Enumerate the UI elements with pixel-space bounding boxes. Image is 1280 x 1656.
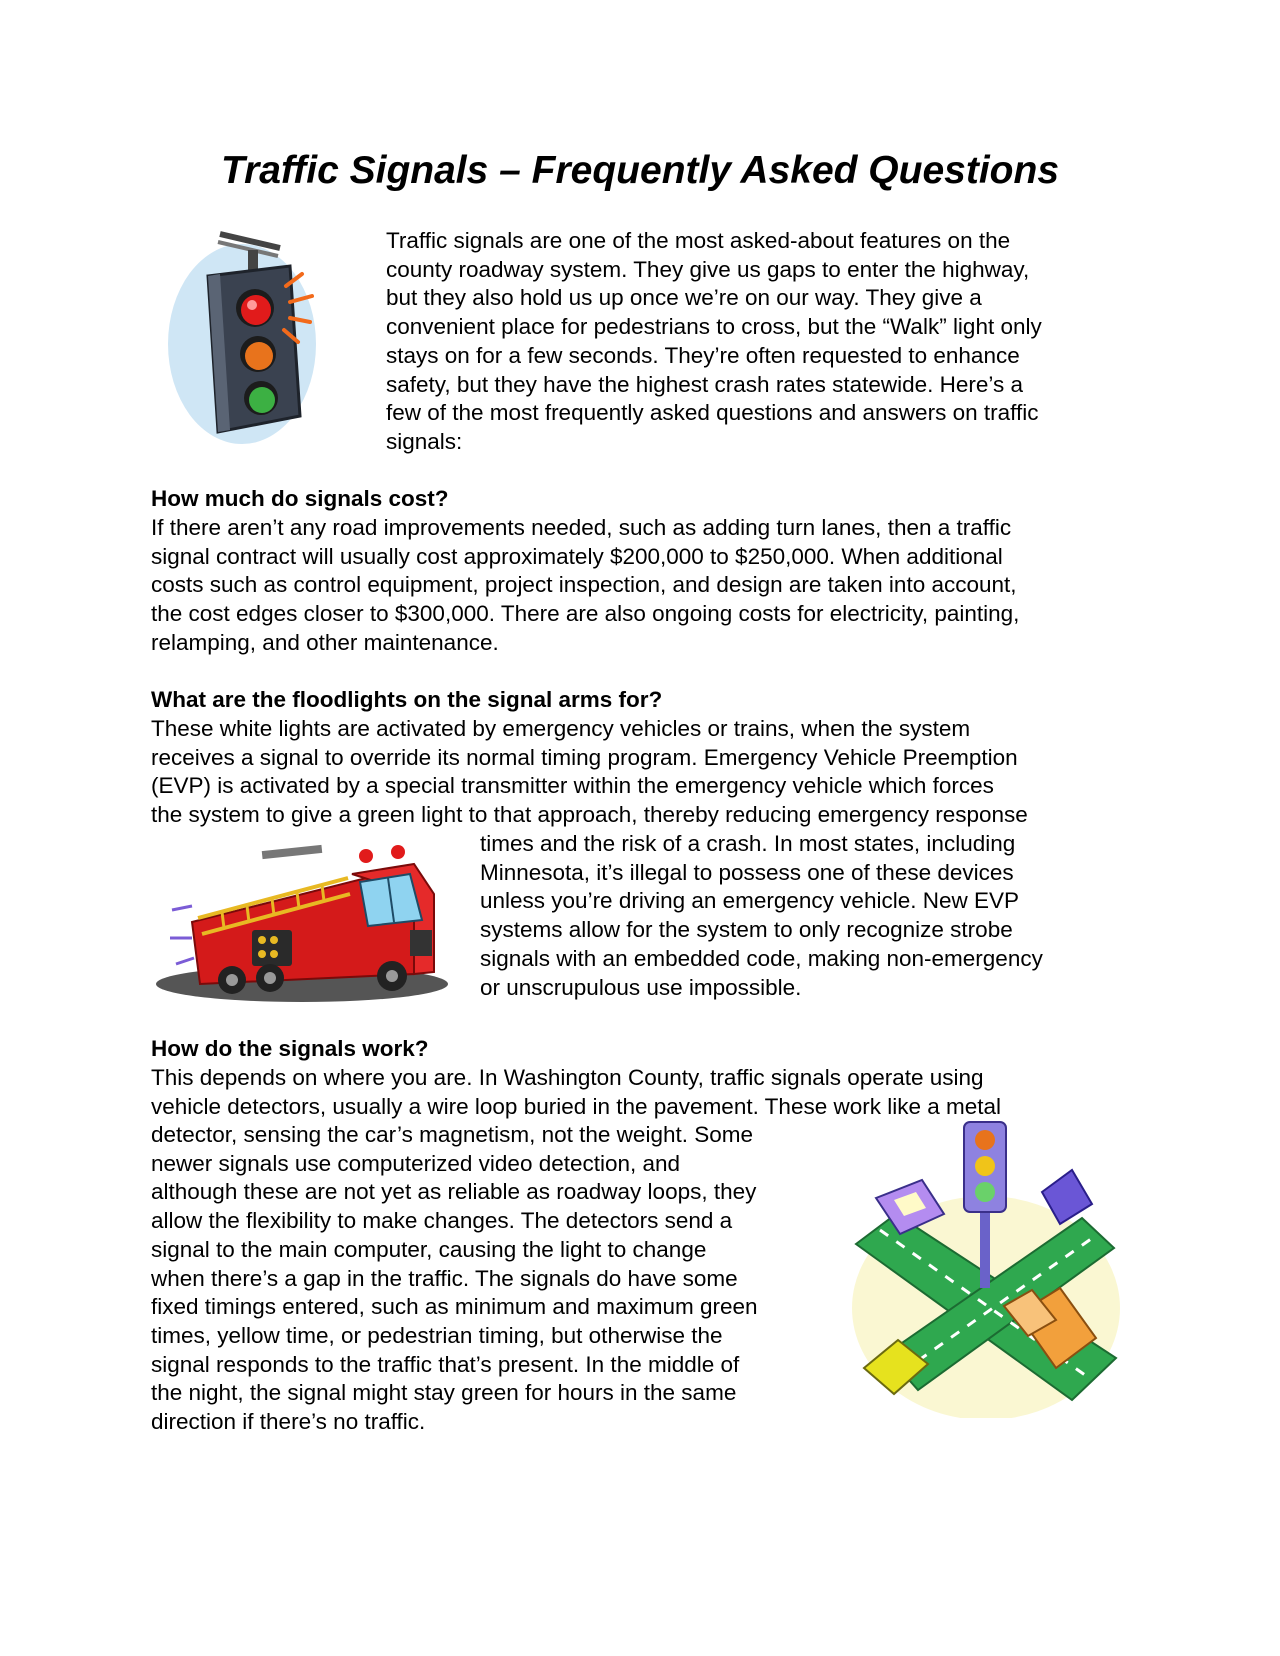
fire-truck-icon xyxy=(152,834,452,1004)
answer-how-work: This depends on where you are. In Washington County, traffic signals operate using vehicle detectors, usually a wire loop buried in the pavement. These work like a metal xyxy=(151,1065,1002,1119)
question-heading-floodlights: What are the floodlights on the signal arms for? xyxy=(151,687,663,712)
intersection-icon xyxy=(846,1118,1126,1418)
question-heading-how-work: How do the signals work? xyxy=(151,1036,429,1061)
answer-floodlights-wrap: times and the risk of a crash. In most states, including Minnesota, it’s illegal to possess one of these devices unless you’re driving an emergency vehicle. New EVP systems allow for the system to only recognize strobe signals with an embedded code, making non-emergency or unscrupulous use impossible. xyxy=(480,831,1043,1000)
page-title: Traffic Signals – Frequently Asked Questions xyxy=(220,149,1060,192)
intro-paragraph: Traffic signals are one of the most asked-about features on the county roadway system. They give us gaps to enter the highway, but they also hold us up once we’re on our way. They give a convenient place for pedestrians to cross, but the “Walk” light only stays on for a few seconds. They’re often requested to enhance safety, but they have the highest crash rates statewide. Here’s a few of the most frequently asked questions and answers on traffic signals: xyxy=(386,228,1042,454)
question-heading-cost: How much do signals cost? xyxy=(151,486,449,511)
traffic-light-icon xyxy=(160,226,330,448)
answer-how-work-wrap: detector, sensing the car’s magnetism, not the weight. Some newer signals use computerized video detection, and although these are not yet as reliable as roadway loops, they allow the flexibility to make changes. The detectors send a signal to the main computer, causing the light to change when there’s a gap in the traffic. The signals do have some fixed timings entered, such as minimum and maximum green times, yellow time, or pedestrian timing, but otherwise the signal responds to the traffic that’s present. In the middle of the night, the signal might stay green for hours in the same direction if there’s no traffic. xyxy=(151,1122,758,1435)
answer-cost: If there aren’t any road improvements needed, such as adding turn lanes, then a traffic signal contract will usually cost approximately $200,000 to $250,000. When additional costs such as control equipment, project inspection, and design are taken into account, the cost edges closer to $300,000. There are also ongoing costs for electricity, painting, relamping, and other maintenance. xyxy=(151,515,1020,655)
answer-floodlights: These white lights are activated by emergency vehicles or trains, when the system receives a signal to override its normal timing program. Emergency Vehicle Preemption (EVP) is activated by a special transmitter within the emergency vehicle which forces the system to give a green light to that approach, thereby reducing emergency response xyxy=(151,716,1028,828)
